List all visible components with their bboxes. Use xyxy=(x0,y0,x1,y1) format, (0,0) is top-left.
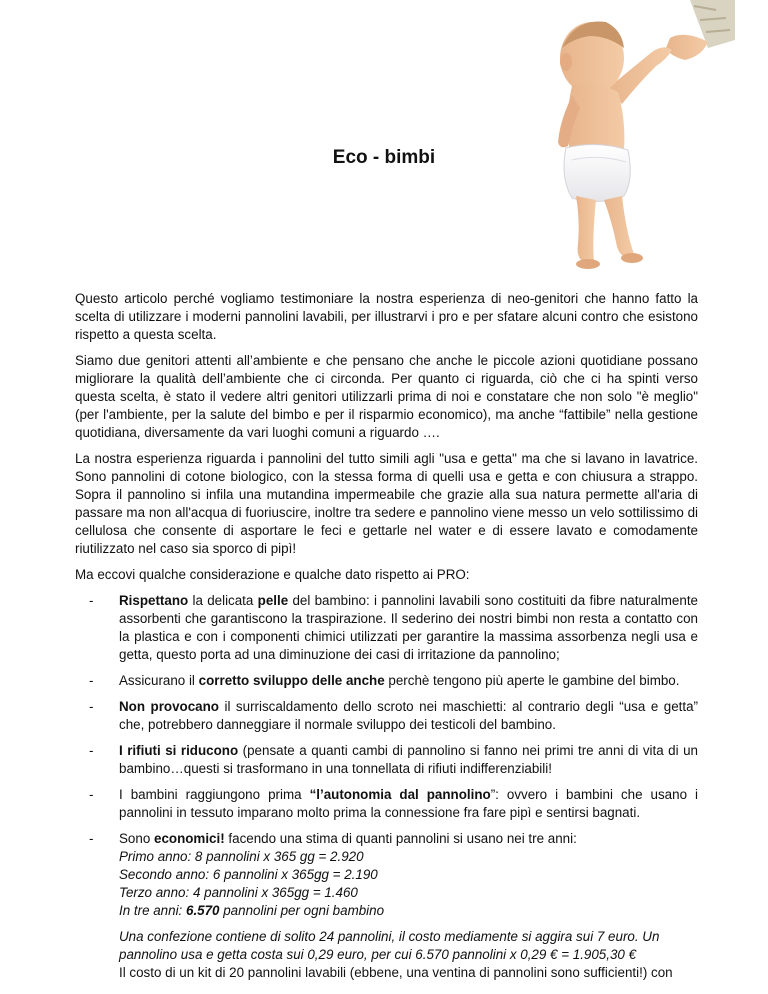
pro-bold: Non provocano xyxy=(119,699,219,714)
pros-list xyxy=(75,592,698,982)
pros-intro-paragraph: Ma eccovi qualche considerazione e qualche dato rispetto ai PRO: xyxy=(75,567,470,582)
pro-span: del bambino: i pannolini lavabili sono costituiti da fibre naturalmente assorbenti che garantiscono la traspirazione. Il sederino dei nostri bimbi non resta a contatto con la plastica e con i componenti chimici utilizzati per garantire la massima assorbenza negli usa e getta, questo porta ad una diminuzione dei casi di irritazione da pannolino; xyxy=(119,593,698,662)
document-title: Eco - bimbi xyxy=(332,147,436,168)
list-dash: - xyxy=(89,743,94,758)
pro-bold: I rifiuti si riducono xyxy=(119,743,239,758)
baby-photo xyxy=(480,0,735,280)
pro-bold: corretto sviluppo delle anche xyxy=(198,673,385,688)
pro-text xyxy=(119,672,698,690)
pro-bold: pelle xyxy=(257,593,289,608)
list-dash: - xyxy=(89,787,94,802)
pro-bold: “l’autonomia dal pannolino xyxy=(309,787,491,802)
calc-span: In tre anni: xyxy=(119,903,186,918)
cost-reusable-paragraph: Il costo di un kit di 20 pannolini lavabili (ebbene, una ventina di pannolini sono sufficienti!) con xyxy=(119,965,673,980)
pro-span: perchè tengono più aperte le gambine del bimbo. xyxy=(384,673,680,688)
motivation-paragraph: Siamo due genitori attenti all’ambiente e che pensano che anche le piccole azioni quotidiane possano migliorare la qualità dell’ambiente che ci circonda. Per quanto ci riguarda, ciò che ci ha spinti verso questa scelta, è stato il vedere altri genitori utilizzarli prima di noi e constatare che non solo "è meglio" (per l'ambiente, per la salute del bimbo e per il risparmio economico), ma anche “fattibile” nella gestione quotidiana, diversamente da vari luoghi comuni a riguardo …. xyxy=(75,353,698,440)
article-body xyxy=(75,290,698,990)
calc-total-number: 6.570 xyxy=(186,903,220,918)
pro-item-hips xyxy=(75,672,698,690)
list-dash: - xyxy=(89,593,94,608)
pro-span: facendo una stima di quanti pannolini si usano nei tre anni: xyxy=(224,831,577,846)
pro-text xyxy=(119,786,698,822)
pro-text xyxy=(119,698,698,734)
calc-line-total xyxy=(119,902,698,920)
calc-line-year1: Primo anno: 8 pannolini x 365 gg = 2.920 xyxy=(119,849,364,864)
pro-span: I bambini raggiungono prima xyxy=(119,787,310,802)
pro-item-economic xyxy=(75,830,698,982)
pro-text xyxy=(119,592,698,664)
list-dash: - xyxy=(89,831,94,846)
pro-span: (pensate a quanti cambi di pannolino si fanno nei primi tre anni di vita di un bambino…questi si trasformano in una tonnellata di rifiuti indifferenziabili! xyxy=(119,743,698,776)
pro-item-waste xyxy=(75,742,698,778)
pro-bold: economici! xyxy=(154,831,225,846)
pro-span: il surriscaldamento dello scroto nei maschietti: al contrario degli “usa e getta” che, potrebbero danneggiare il normale sviluppo dei testicoli del bambino. xyxy=(119,699,698,732)
pro-text xyxy=(119,830,698,982)
intro-paragraph: Questo articolo perché vogliamo testimoniare la nostra esperienza di neo-genitori che hanno fatto la scelta di utilizzare i moderni pannolini lavabili, per illustrarvi i pro e per sfatare alcuni contro che esistono rispetto a questa scelta. xyxy=(75,291,698,342)
pro-span: Sono xyxy=(119,831,154,846)
pro-span: ”: ovvero i bambini che usano i pannolini in tessuto imparano molto prima la connessione fra fare pipì e sentirsi bagnati. xyxy=(119,787,698,820)
calc-line-year2: Secondo anno: 6 pannolini x 365gg = 2.190 xyxy=(119,867,378,882)
calc-line-year3: Terzo anno: 4 pannolini x 365gg = 1.460 xyxy=(119,885,358,900)
pro-span: Assicurano il xyxy=(119,673,199,688)
diaper-description-paragraph: La nostra esperienza riguarda i pannolini del tutto simili agli "usa e getta" ma che si lavano in lavatrice. Sono pannolini di cotone biologico, con la stessa forma di quelli usa e getta e con chiusura a strappo. Sopra il pannolino si infila una mutandina impermeabile che grazie alla sua natura permette all'aria di passare ma non all'acqua di fuoriuscire, inoltre tra sedere e pannolino viene messo un velo sottilissimo di cellulosa che consente di asportare le feci e gettarle nel water e di essere lavato e comodamente riutilizzato nel caso sia sporco di pipì! xyxy=(75,451,698,556)
cost-disposable-paragraph: Una confezione contiene di solito 24 pannolini, il costo mediamente si aggira sui 7 euro. Un pannolino usa e getta costa sui 0,29 euro, per cui 6.570 pannolini x 0,29 € = 1.905,30 € xyxy=(119,929,660,962)
list-dash: - xyxy=(89,699,94,714)
calc-span: pannolini per ogni bambino xyxy=(219,903,385,918)
pro-bold: Rispettano xyxy=(119,593,189,608)
pro-item-autonomy xyxy=(75,786,698,822)
pro-span: la delicata xyxy=(188,593,258,608)
pro-text xyxy=(119,742,698,778)
pro-item-overheating xyxy=(75,698,698,734)
pro-item-skin xyxy=(75,592,698,664)
list-dash: - xyxy=(89,673,94,688)
